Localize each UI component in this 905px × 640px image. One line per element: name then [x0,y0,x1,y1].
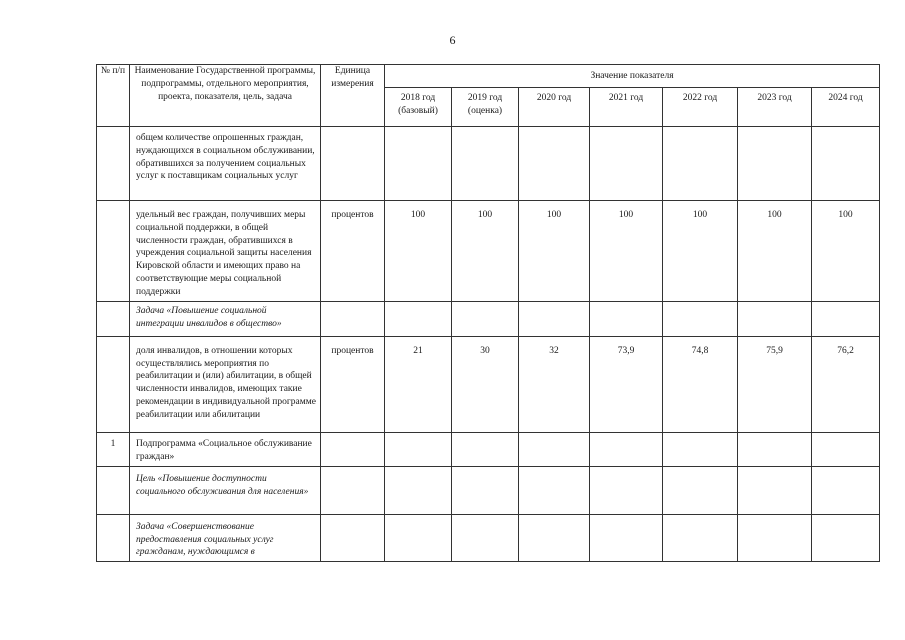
indicators-table [96,64,880,562]
table-row [97,514,880,561]
value-cell [452,514,519,561]
value-cell: 100 [385,201,452,302]
value-cell [590,466,663,514]
value-cell [663,127,738,201]
value-cell [812,301,880,336]
value-cell [385,432,452,466]
header-value-group: Значение показателя [385,65,880,88]
row-name: общем количестве опрошенных граждан, нуждающихся в социальном обслуживании, обратившихся за получением социальных услуг к поставщикам социальных услуг [130,127,321,201]
value-cell [812,514,880,561]
value-cell [519,466,590,514]
value-cell: 100 [663,201,738,302]
value-cell [590,514,663,561]
header-year-2018: 2018 год (базовый) [385,88,452,127]
header-year-2019: 2019 год (оценка) [452,88,519,127]
value-cell [663,514,738,561]
table-row [97,201,880,302]
value-cell [385,127,452,201]
row-name: Задача «Повышение социальной интеграции инвалидов в общество» [130,301,321,336]
table-row [97,466,880,514]
value-cell: 100 [452,201,519,302]
value-cell [519,127,590,201]
header-num: № п/п [97,65,130,127]
row-unit [321,432,385,466]
value-cell [519,432,590,466]
row-num [97,514,130,561]
value-cell [812,432,880,466]
value-cell: 21 [385,336,452,432]
row-num [97,201,130,302]
value-cell [812,127,880,201]
row-num [97,301,130,336]
value-cell [738,466,812,514]
value-cell [590,301,663,336]
table-row [97,336,880,432]
header-year-2023: 2023 год [738,88,812,127]
page-number: 6 [449,33,456,47]
value-cell [452,301,519,336]
value-cell: 100 [738,201,812,302]
value-cell: 30 [452,336,519,432]
value-cell: 75,9 [738,336,812,432]
header-unit: Единица измерения [321,65,385,127]
value-cell [452,466,519,514]
row-num: 1 [97,432,130,466]
value-cell: 32 [519,336,590,432]
value-cell [663,432,738,466]
value-cell [738,432,812,466]
table-row [97,127,880,201]
value-cell: 100 [519,201,590,302]
value-cell [738,514,812,561]
row-num [97,127,130,201]
value-cell [385,514,452,561]
row-name: Подпрограмма «Социальное обслуживание граждан» [130,432,321,466]
row-unit [321,127,385,201]
header-year-2020: 2020 год [519,88,590,127]
value-cell [452,127,519,201]
row-name: Задача «Совершенствование предоставления социальных услуг гражданам, нуждающимся в [130,514,321,561]
row-name: удельный вес граждан, получивших меры социальной поддержки, в общей численности граждан, обратившихся в учреждения социальной защиты населения Кировской области и имеющих право на соответствующие меры социальной поддержки [130,201,321,302]
row-unit [321,514,385,561]
value-cell [812,466,880,514]
value-cell [590,127,663,201]
value-cell: 74,8 [663,336,738,432]
value-cell [663,301,738,336]
value-cell [519,514,590,561]
value-cell [519,301,590,336]
header-name: Наименование Государственной программы, подпрограммы, отдельного мероприятия, проекта, показателя, цель, задача [130,65,321,127]
value-cell [385,301,452,336]
row-num [97,336,130,432]
header-year-2022: 2022 год [663,88,738,127]
row-num [97,466,130,514]
row-unit: процентов [321,201,385,302]
value-cell: 76,2 [812,336,880,432]
row-unit [321,301,385,336]
value-cell [385,466,452,514]
row-name: Цель «Повышение доступности социального обслуживания для населения» [130,466,321,514]
header-year-2024: 2024 год [812,88,880,127]
value-cell [738,301,812,336]
value-cell: 100 [590,201,663,302]
value-cell: 73,9 [590,336,663,432]
table-row [97,432,880,466]
value-cell: 100 [812,201,880,302]
row-name: доля инвалидов, в отношении которых осуществлялись мероприятия по реабилитации и (или) абилитации, в общей численности инвалидов, имеющих такие рекомендации в индивидуальной программе реабилитации или абилитации [130,336,321,432]
table-header-row [97,65,880,88]
table-row [97,301,880,336]
value-cell [663,466,738,514]
row-unit [321,466,385,514]
value-cell [452,432,519,466]
value-cell [738,127,812,201]
value-cell [590,432,663,466]
row-unit: процентов [321,336,385,432]
header-year-2021: 2021 год [590,88,663,127]
